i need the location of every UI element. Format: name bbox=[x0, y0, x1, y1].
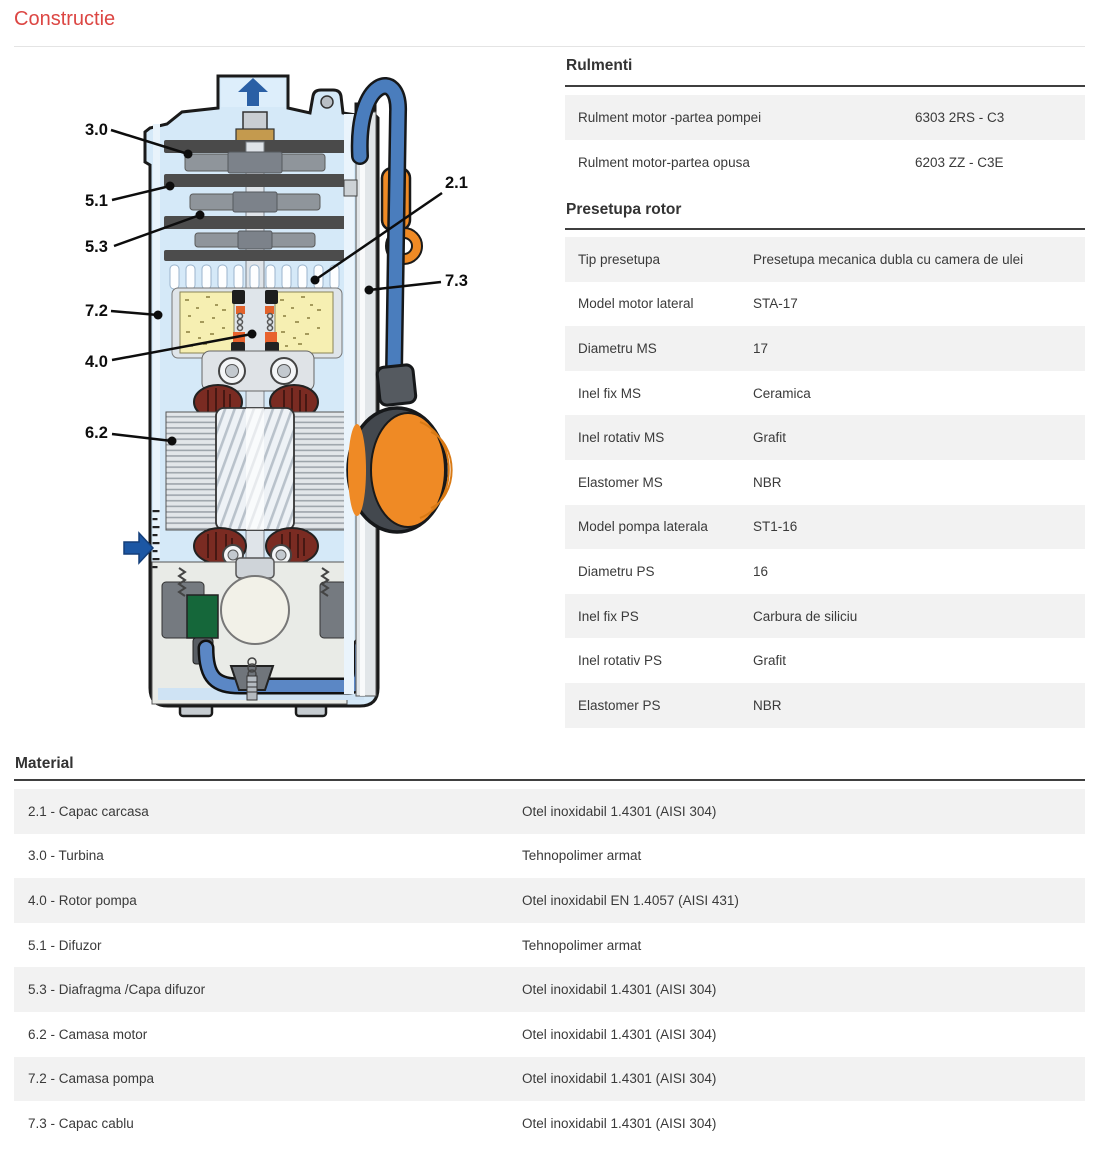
row-value: 17 bbox=[753, 340, 769, 356]
material-heading: Material bbox=[14, 748, 1085, 781]
row-label: Diametru PS bbox=[578, 563, 655, 579]
row-value: Grafit bbox=[753, 430, 787, 446]
row-label: Model motor lateral bbox=[578, 296, 694, 312]
callout-7-3: 7.3 bbox=[445, 272, 468, 290]
discharge-outlet bbox=[221, 78, 285, 107]
presetupa-table bbox=[565, 237, 1085, 728]
table-row bbox=[14, 789, 1085, 834]
row-value: Ceramica bbox=[753, 385, 811, 401]
row-value: ST1-16 bbox=[753, 519, 798, 535]
callout-4-0: 4.0 bbox=[85, 353, 108, 371]
table-row bbox=[565, 282, 1085, 327]
table-row bbox=[565, 237, 1085, 282]
rulmenti-table bbox=[565, 95, 1085, 185]
row-value: Tehnopolimer armat bbox=[522, 937, 642, 953]
spec-column bbox=[565, 55, 1085, 728]
title-divider bbox=[14, 46, 1085, 47]
row-value: NBR bbox=[753, 474, 782, 490]
capacitor bbox=[187, 595, 218, 638]
pump-diagram bbox=[0, 50, 560, 750]
row-value: Tehnopolimer armat bbox=[522, 848, 642, 864]
row-label: 4.0 - Rotor pompa bbox=[28, 892, 137, 908]
row-value: Otel inoxidabil 1.4301 (AISI 304) bbox=[522, 1026, 717, 1042]
row-label: Model pompa laterala bbox=[578, 519, 708, 535]
callout-2-1: 2.1 bbox=[445, 174, 468, 192]
table-row bbox=[14, 923, 1085, 968]
row-value: Otel inoxidabil EN 1.4057 (AISI 431) bbox=[522, 892, 739, 908]
seal-chamber-dome bbox=[221, 576, 289, 644]
row-label: Tip presetupa bbox=[578, 251, 661, 267]
material-section bbox=[14, 748, 1085, 1146]
rulmenti-heading: Rulmenti bbox=[565, 55, 1085, 87]
row-label: 3.0 - Turbina bbox=[28, 848, 104, 864]
table-row bbox=[565, 371, 1085, 416]
callout-7-2: 7.2 bbox=[85, 302, 108, 320]
row-label: 7.3 - Capac cablu bbox=[28, 1115, 134, 1131]
table-row bbox=[565, 549, 1085, 594]
motor-stator bbox=[166, 408, 346, 530]
row-label: Inel rotativ PS bbox=[578, 653, 663, 669]
row-label: Inel fix PS bbox=[578, 608, 639, 624]
table-row bbox=[565, 140, 1085, 185]
row-value: NBR bbox=[753, 697, 782, 713]
table-row bbox=[565, 326, 1085, 371]
row-value: Presetupa mecanica dubla cu camera de ulei bbox=[753, 251, 1024, 267]
callout-5-1: 5.1 bbox=[85, 192, 108, 210]
row-label: Inel fix MS bbox=[578, 385, 642, 401]
row-label: 6.2 - Camasa motor bbox=[28, 1026, 148, 1042]
table-row bbox=[565, 95, 1085, 140]
table-row bbox=[565, 594, 1085, 639]
row-label: Diametru MS bbox=[578, 340, 657, 356]
row-value: 6303 2RS - C3 bbox=[915, 110, 1005, 125]
row-label: 7.2 - Camasa pompa bbox=[28, 1071, 155, 1087]
callout-6-2: 6.2 bbox=[85, 424, 108, 442]
presetupa-heading: Presetupa rotor bbox=[565, 199, 1085, 230]
row-value: Grafit bbox=[753, 653, 787, 669]
cable-cover bbox=[344, 112, 376, 696]
lower-housing bbox=[152, 558, 364, 704]
table-row bbox=[14, 967, 1085, 1012]
table-row bbox=[14, 1057, 1085, 1102]
cable-gland-ball bbox=[321, 96, 333, 108]
table-row bbox=[14, 878, 1085, 923]
row-label: Rulment motor-partea opusa bbox=[578, 155, 750, 170]
motor-rotor bbox=[216, 408, 294, 530]
table-row bbox=[565, 460, 1085, 505]
row-label: Inel rotativ MS bbox=[578, 430, 665, 446]
row-value: STA-17 bbox=[753, 296, 798, 312]
table-row bbox=[14, 1012, 1085, 1057]
row-value: 6203 ZZ - C3E bbox=[915, 155, 1004, 170]
row-label: Elastomer PS bbox=[578, 697, 661, 713]
oil-chamber bbox=[172, 288, 342, 358]
callout-3-0: 3.0 bbox=[85, 121, 108, 139]
row-value: Otel inoxidabil 1.4301 (AISI 304) bbox=[522, 982, 717, 998]
row-value: 16 bbox=[753, 563, 769, 579]
row-value: Otel inoxidabil 1.4301 (AISI 304) bbox=[522, 1115, 717, 1131]
page-title: Constructie bbox=[14, 8, 116, 30]
row-label: 5.1 - Difuzor bbox=[28, 937, 102, 953]
table-row bbox=[565, 505, 1085, 550]
table-row bbox=[565, 415, 1085, 460]
row-label: 2.1 - Capac carcasa bbox=[28, 803, 149, 819]
row-value: Otel inoxidabil 1.4301 (AISI 304) bbox=[522, 1071, 717, 1087]
table-row bbox=[565, 638, 1085, 683]
table-row bbox=[565, 683, 1085, 728]
table-row bbox=[14, 834, 1085, 879]
row-label: Elastomer MS bbox=[578, 474, 663, 490]
row-label: Rulment motor -partea pompei bbox=[578, 110, 762, 125]
row-label: 5.3 - Diafragma /Capa difuzor bbox=[28, 982, 206, 998]
row-value: Carbura de siliciu bbox=[753, 608, 858, 624]
table-row bbox=[14, 1101, 1085, 1146]
row-value: Otel inoxidabil 1.4301 (AISI 304) bbox=[522, 803, 717, 819]
callout-5-3: 5.3 bbox=[85, 238, 108, 256]
material-table bbox=[14, 789, 1085, 1146]
